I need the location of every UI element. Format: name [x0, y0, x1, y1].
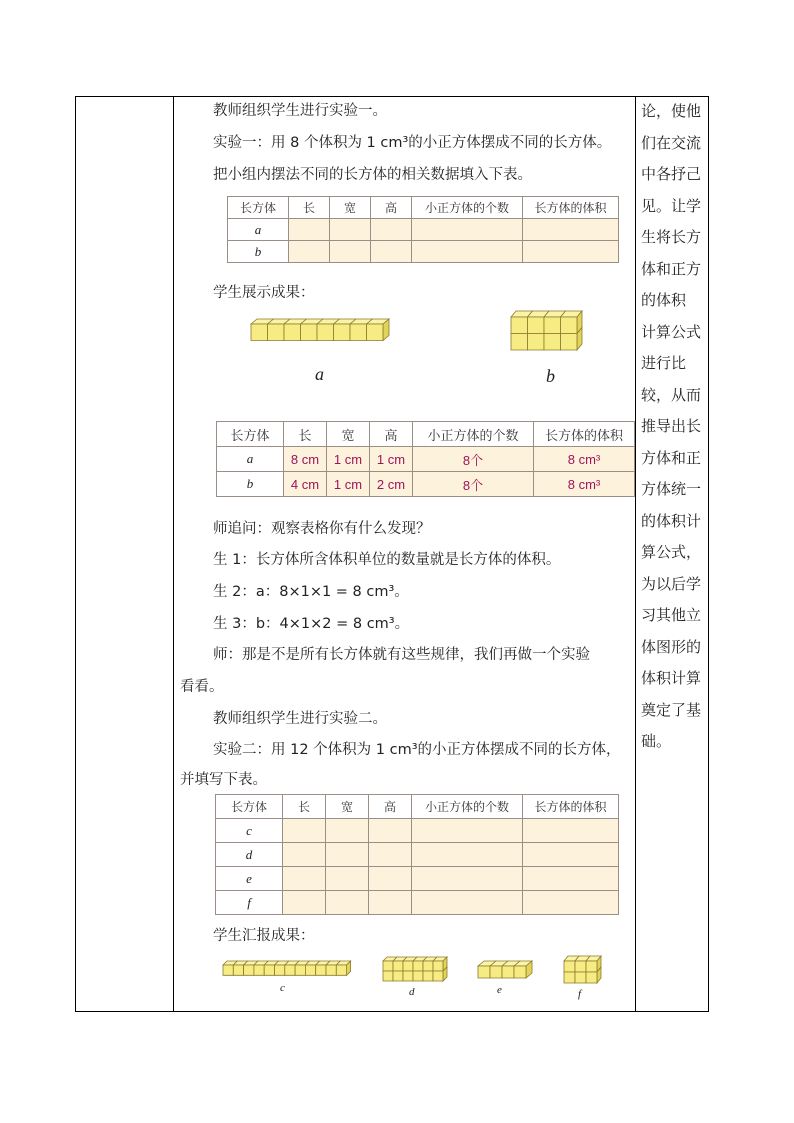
rationale-line: 中各抒己: [641, 165, 702, 183]
experiment2-cont: 并填写下表。: [180, 772, 267, 788]
volume-value: 8 cm³: [534, 472, 635, 497]
rationale-line: 们在交流: [641, 133, 702, 152]
cuboid-figure-e: [477, 960, 535, 986]
empty-cell: [289, 219, 330, 241]
table-row: [216, 867, 619, 891]
teacher-question: 师追问：观察表格你有什么发现？: [213, 521, 431, 537]
student-answer-1: 生 1：长方体所含体积单位的数量就是长方体的体积。: [213, 552, 561, 568]
rationale-line: 论，使他: [641, 102, 702, 120]
cuboid-figure-d: [382, 956, 452, 986]
empty-cell: [369, 819, 412, 843]
empty-cell: [412, 891, 523, 915]
header-volume: 长方体的体积: [534, 422, 635, 447]
row-label: e: [216, 867, 283, 891]
length-value: 8 cm: [284, 447, 327, 472]
table-experiment1: [227, 196, 619, 263]
rationale-line: 的体积计: [641, 511, 702, 530]
rationale-line: 方体统一: [641, 480, 702, 498]
show-results-1: 学生展示成果：: [213, 285, 315, 301]
empty-cell: [369, 891, 412, 915]
figure-label-a: a: [315, 364, 324, 384]
table-row: [217, 472, 635, 497]
frame-col2: [635, 96, 636, 1012]
rationale-line: 推导出长: [641, 417, 702, 435]
rationale-line: 方体和正: [641, 448, 702, 467]
rationale-line: 进行比: [641, 354, 687, 372]
row-label: c: [216, 819, 283, 843]
student-answer-3: 生 3：b：4×1×2 = 8 cm³。: [213, 616, 410, 632]
header-width: 宽: [327, 422, 370, 447]
frame-left: [75, 96, 76, 1012]
empty-cell: [523, 843, 619, 867]
rationale-line: 体和正方: [641, 259, 702, 278]
height-value: 1 cm: [370, 447, 413, 472]
header-volume: 长方体的体积: [523, 197, 619, 219]
cuboid-figure-b: [510, 310, 600, 360]
empty-cell: [523, 891, 619, 915]
rationale-line: 体积计算: [641, 669, 702, 687]
experiment1-fill: 把小组内摆法不同的长方体的相关数据填入下表。: [213, 167, 532, 183]
empty-cell: [412, 819, 523, 843]
cuboid-figure-c: [222, 960, 357, 982]
rationale-line: 见。让学: [641, 196, 702, 215]
width-value: 1 cm: [327, 472, 370, 497]
frame-top: [75, 96, 709, 97]
empty-cell: [289, 241, 330, 263]
empty-cell: [326, 891, 369, 915]
teacher-remark: 师：那是不是所有长方体就有这些规律，我们再做一个实验: [213, 647, 590, 663]
table-experiment2: [215, 794, 619, 915]
empty-cell: [326, 843, 369, 867]
empty-cell: [283, 891, 326, 915]
empty-cell: [330, 241, 371, 263]
rationale-line: 奠定了基: [641, 700, 702, 719]
rationale-line: 较，从而: [641, 385, 702, 404]
intro-experiment2: 教师组织学生进行实验二。: [213, 711, 387, 727]
header-height: 高: [371, 197, 412, 219]
rationale-line: 础。: [641, 732, 672, 750]
frame-bottom: [75, 1011, 709, 1012]
header-cuboid: 长方体: [217, 422, 284, 447]
frame-col1: [173, 96, 174, 1012]
row-label: a: [217, 447, 284, 472]
empty-cell: [412, 867, 523, 891]
header-length: 长: [284, 422, 327, 447]
cuboid-figure-f: [563, 955, 607, 989]
row-label: b: [228, 241, 289, 263]
row-label: a: [228, 219, 289, 241]
empty-cell: [326, 867, 369, 891]
table-row: [216, 891, 619, 915]
row-label: f: [216, 891, 283, 915]
header-cube-count: 小正方体的个数: [413, 422, 534, 447]
student-answer-2: 生 2：a：8×1×1 = 8 cm³。: [213, 584, 409, 600]
empty-cell: [523, 819, 619, 843]
teacher-remark-cont: 看看。: [180, 679, 224, 695]
empty-cell: [412, 241, 523, 263]
experiment2-desc: 实验二：用 12 个体积为 1 cm³的小正方体摆成不同的长方体，: [213, 742, 621, 758]
header-height: 高: [370, 422, 413, 447]
intro-experiment1: 教师组织学生进行实验一。: [213, 103, 387, 119]
figure-label-d: d: [409, 986, 415, 998]
header-length: 长: [289, 197, 330, 219]
experiment1-desc: 实验一：用 8 个体积为 1 cm³的小正方体摆成不同的长方体。: [213, 135, 612, 151]
table-row: [216, 843, 619, 867]
volume-value: 8 cm³: [534, 447, 635, 472]
table-results: [216, 421, 635, 497]
cube-count-value: 8个: [413, 447, 534, 472]
rationale-line: 计算公式: [641, 322, 702, 341]
header-cuboid: 长方体: [216, 795, 283, 819]
design-rationale: [641, 96, 709, 758]
rationale-line: 习其他立: [641, 606, 702, 624]
report-results: 学生汇报成果：: [213, 928, 315, 944]
rationale-line: 生将长方: [641, 228, 702, 246]
header-width: 宽: [330, 197, 371, 219]
header-height: 高: [369, 795, 412, 819]
table-row: [228, 241, 619, 263]
empty-cell: [330, 219, 371, 241]
table-row: [217, 447, 635, 472]
header-volume: 长方体的体积: [523, 795, 619, 819]
header-width: 宽: [326, 795, 369, 819]
empty-cell: [283, 843, 326, 867]
empty-cell: [523, 241, 619, 263]
rationale-line: 的体积: [641, 291, 687, 309]
empty-cell: [412, 843, 523, 867]
table-row: [216, 819, 619, 843]
empty-cell: [283, 867, 326, 891]
empty-cell: [326, 819, 369, 843]
height-value: 2 cm: [370, 472, 413, 497]
width-value: 1 cm: [327, 447, 370, 472]
empty-cell: [283, 819, 326, 843]
row-label: d: [216, 843, 283, 867]
rationale-line: 为以后学: [641, 574, 702, 593]
rationale-line: 体图形的: [641, 637, 702, 656]
empty-cell: [412, 219, 523, 241]
header-length: 长: [283, 795, 326, 819]
empty-cell: [523, 219, 619, 241]
header-cuboid: 长方体: [228, 197, 289, 219]
empty-cell: [369, 867, 412, 891]
rationale-line: 算公式，: [641, 543, 702, 561]
table-row: [228, 219, 619, 241]
empty-cell: [523, 867, 619, 891]
row-label: b: [217, 472, 284, 497]
header-cube-count: 小正方体的个数: [412, 795, 523, 819]
figure-label-c: c: [280, 982, 285, 994]
empty-cell: [369, 843, 412, 867]
empty-cell: [371, 241, 412, 263]
length-value: 4 cm: [284, 472, 327, 497]
cuboid-figure-a: [250, 318, 400, 358]
cube-count-value: 8个: [413, 472, 534, 497]
empty-cell: [371, 219, 412, 241]
figure-label-e: e: [497, 984, 502, 996]
figure-label-b: b: [546, 366, 555, 386]
figure-label-f: f: [578, 988, 582, 1000]
header-cube-count: 小正方体的个数: [412, 197, 523, 219]
